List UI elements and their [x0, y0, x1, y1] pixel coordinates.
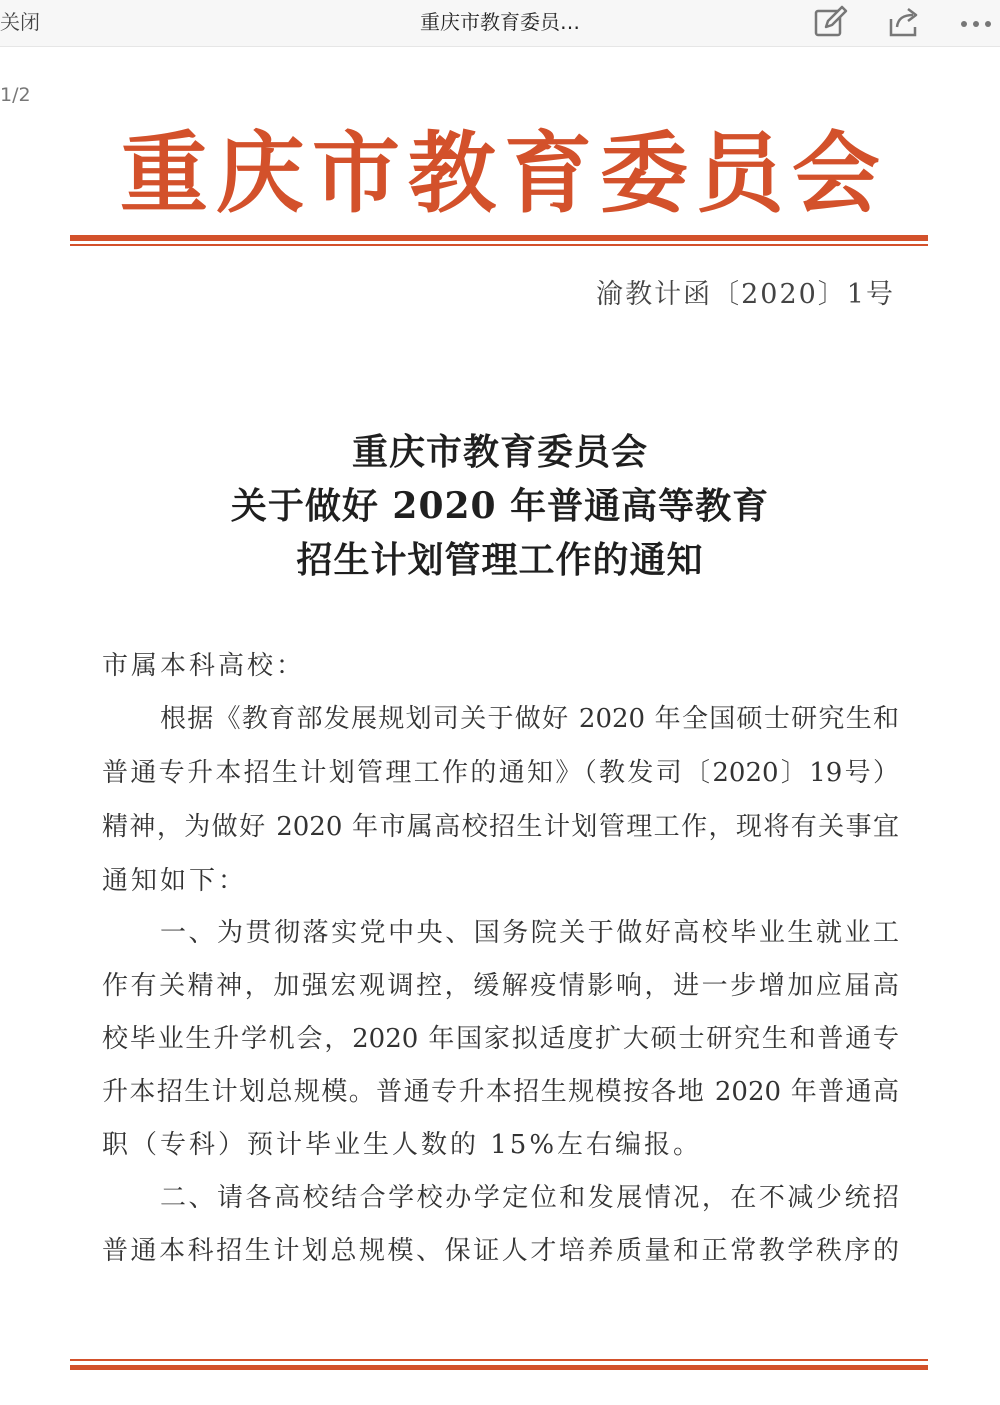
letterhead-char: 市: [311, 121, 400, 225]
letterhead-char: 庆: [215, 121, 304, 225]
letterhead-rule-thick: [70, 235, 928, 241]
body-line: 升本招生计划总规模。普通专升本招生规模按各地 2020 年普通高: [102, 1077, 899, 1107]
letterhead-char: 重: [120, 121, 209, 225]
salutation: 市属本科高校：: [102, 651, 306, 681]
footer-rule-thin: [70, 1359, 928, 1361]
body-line: 精神，为做好 2020 年市属高校招生计划管理工作，现将有关事宜: [102, 812, 899, 842]
edit-icon[interactable]: [812, 5, 848, 39]
share-icon[interactable]: [885, 5, 921, 39]
body-line: 通知如下：: [102, 866, 248, 896]
page-indicator: 1/2: [0, 84, 31, 106]
body-line: 普通本科招生计划总规模、保证人才培养质量和正常教学秩序的: [102, 1236, 899, 1266]
notice-title-line: 关于做好 2020 年普通高等教育: [230, 485, 770, 527]
letterhead-char: 委: [599, 121, 688, 225]
close-button[interactable]: 关闭: [0, 10, 40, 34]
footer-rule-thick: [70, 1365, 928, 1370]
letterhead-char: 育: [503, 121, 592, 225]
notice-title-line: 招生计划管理工作的通知: [296, 539, 704, 581]
body-line: 作有关精神，加强宏观调控，缓解疫情影响，进一步增加应届高: [102, 971, 899, 1001]
body-line: 职（专科）预计毕业生人数的 15%左右编报。: [102, 1130, 703, 1160]
notice-title-line: 重庆市教育委员会: [351, 431, 648, 473]
document-title: 重庆市教育委员…: [420, 10, 580, 34]
body-line: 校毕业生升学机会，2020 年国家拟适度扩大硕士研究生和普通专: [102, 1024, 899, 1054]
letterhead-char: 员: [695, 121, 784, 225]
letterhead-rule-thin: [70, 244, 928, 246]
body-line: 二、请各高校结合学校办学定位和发展情况，在不减少统招: [160, 1183, 899, 1213]
body-line: 一、为贯彻落实党中央、国务院关于做好高校毕业生就业工: [160, 918, 899, 948]
more-icon[interactable]: [958, 5, 994, 39]
letterhead-char: 教: [407, 121, 496, 225]
body-line: 根据《教育部发展规划司关于做好 2020 年全国硕士研究生和: [160, 704, 899, 734]
viewer-toolbar: [0, 0, 1000, 47]
org-letterhead: [70, 118, 928, 228]
letterhead-char: 会: [791, 121, 880, 225]
document-number: 渝教计函〔2020〕1号: [596, 279, 895, 310]
body-line: 普通专升本招生计划管理工作的通知》（教发司〔2020〕19号）: [102, 758, 899, 788]
